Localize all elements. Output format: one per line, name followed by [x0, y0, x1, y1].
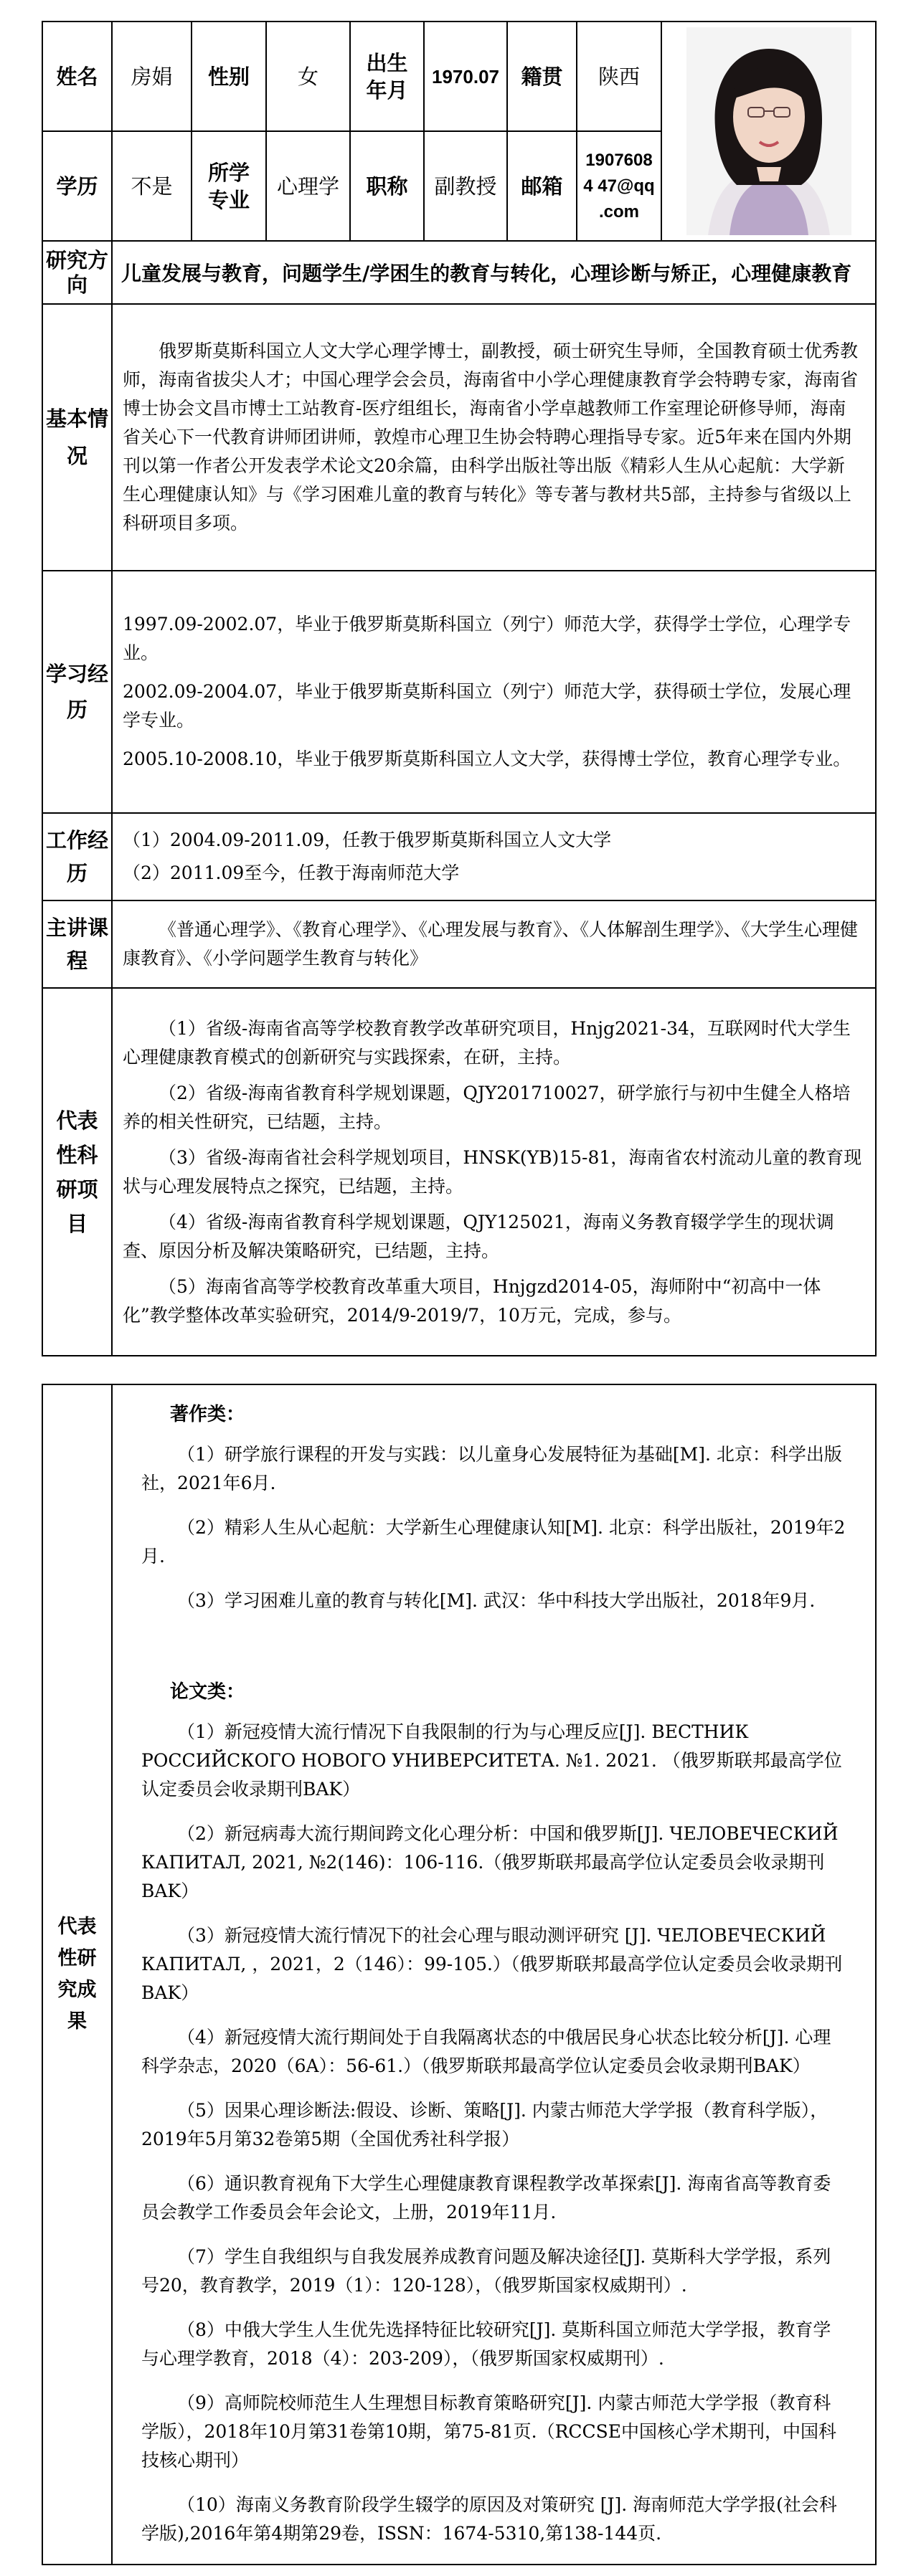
- achievements-content: [112, 1384, 876, 2565]
- paper-item: （4）新冠疫情大流行期间处于自我隔离状态的中俄居民身心状态比较分析[J]. 心理科学杂志，2020（6A）：56-61.）（俄罗斯联邦最高学位认定委员会收录期刊BAK）: [141, 2027, 831, 2076]
- major-value: 心理学: [266, 131, 350, 241]
- book-item: （2）精彩人生从心起航：大学新生心理健康认知[M]. 北京：科学出版社，2019年2月.: [141, 1517, 846, 1567]
- work-item: （2）2011.09至今，任教于海南师范大学: [123, 862, 460, 883]
- study-item: 2002.09-2004.07，毕业于俄罗斯莫斯科国立（列宁）师范大学，获得硕士学位，发展心理学专业。: [123, 681, 851, 731]
- book-item: （3）学习困难儿童的教育与转化[M]. 武汉：华中科技大学出版社，2018年9月.: [177, 1590, 816, 1611]
- research-label: 研究方向: [42, 241, 112, 304]
- gender-label: 性别: [192, 22, 266, 131]
- photo-cell: [661, 22, 876, 241]
- basic-paragraph: 俄罗斯莫斯科国立人文大学心理学博士，副教授，硕士研究生导师，全国教育硕士优秀教师，海南省拔尖人才；中国心理学会会员，海南省中小学心理健康教育学会特聘专家，海南省博士协会文昌市博士工站教育-医疗组组长，海南省小学卓越教师工作室理论研修导师，海南省关心下一代教育讲师团讲师，敦煌市心理卫生协会特聘心理指导专家。近5年来在国内外期刊以第一作者公开发表学术论文20余篇，由科学出版社等出版《精彩人生从心起航：大学新生心理健康认知》与《学习困难儿童的教育与转化》等专著与教材共5部，主持参与省级以上科研项目多项。: [123, 341, 859, 533]
- project-item: （1）省级-海南省高等学校教育教学改革研究项目，Hnjg2021-34，互联网时代大学生心理健康教育模式的创新研究与实践探索，在研，主持。: [123, 1017, 851, 1068]
- education-value: 不是: [112, 131, 192, 241]
- work-text: [112, 813, 876, 900]
- profile-table: [42, 21, 877, 1356]
- study-item: 2005.10-2008.10，毕业于俄罗斯莫斯科国立人文大学，获得博士学位，教育心理学专业。: [123, 748, 851, 769]
- paper-item: （10）海南义务教育阶段学生辍学的原因及对策研究 [J]. 海南师范大学学报(社会科学版),2016年第4期第29卷，ISSN：1674-5310,第138-144页.: [141, 2494, 837, 2544]
- paper-item: （8）中俄大学生人生优先选择特征比较研究[J]. 莫斯科国立师范大学学报，教育学与心理学教育，2018（4）：203-209），（俄罗斯国家权威期刊）.: [141, 2319, 831, 2369]
- birth-label: 出生 年月: [350, 22, 424, 131]
- section-gap: [141, 1631, 846, 1677]
- paper-item: （5）因果心理诊断法:假设、诊断、策略[J]. 内蒙古师范大学学报（教育科学版），2019年5月第32卷第5期（全国优秀社科学报）: [141, 2100, 828, 2149]
- title-label: 职称: [350, 131, 424, 241]
- native-value: 陕西: [577, 22, 661, 131]
- name-label: 姓名: [42, 22, 112, 131]
- email-label: 邮箱: [507, 131, 577, 241]
- email-value[interactable]: 19076084 47@qq .com: [577, 131, 661, 241]
- achievements-label: 代表性研究成果: [42, 1384, 112, 2565]
- native-label: 籍贯: [507, 22, 577, 131]
- achievements-table: [42, 1384, 877, 2565]
- study-label: 学习经历: [42, 571, 112, 813]
- courses-text: [112, 900, 876, 988]
- paper-item: （6）通识教育视角下大学生心理健康教育课程教学改革探索[J]. 海南省高等教育委员会教学工作委员会年会论文，上册，2019年11月.: [141, 2173, 831, 2223]
- basic-text: [112, 304, 876, 571]
- study-item: 1997.09-2002.07，毕业于俄罗斯莫斯科国立（列宁）师范大学，获得学士学位，心理学专业。: [123, 614, 851, 663]
- courses-label: 主讲课程: [42, 900, 112, 988]
- major-label: 所学 专业: [192, 131, 266, 241]
- courses-paragraph: 《普通心理学》、《教育心理学》、《心理发展与教育》、《人体解剖生理学》、《大学生心理健康教育》、《小学问题学生教育与转化》: [123, 919, 859, 969]
- projects-label: 代表性科研项目: [42, 988, 112, 1356]
- project-item: （5）海南省高等学校教育改革重大项目，Hnjgzd2014-05，海师附中“初高中一体化”教学整体改革实验研究，2014/9-2019/7，10万元，完成，参与。: [123, 1275, 821, 1326]
- birth-value: 1970.07: [424, 22, 507, 131]
- research-text: 儿童发展与教育，问题学生/学困生的教育与转化，心理诊断与矫正，心理健康教育: [112, 241, 876, 304]
- work-item: （1）2004.09-2011.09，任教于俄罗斯莫斯科国立人文大学: [123, 830, 612, 850]
- paper-item: （2）新冠病毒大流行期间跨文化心理分析：中国和俄罗斯[J]. ЧЕЛОВЕЧЕСКИЙ КАПИТАЛ, 2021, №2(146)：106-116.（俄罗斯联邦最高学位认定委员会收录期刊BAK）: [141, 1823, 839, 1901]
- projects-text: [112, 988, 876, 1356]
- paper-item: （1）新冠疫情大流行情况下自我限制的行为与心理反应[J]. ВЕСТНИК РОССИЙСКОГО НОВОГО УНИВЕРСИТЕТА. №1. 2021. （俄罗斯联邦最高学位认定委员会收录期刊BAK）: [141, 1721, 842, 1800]
- papers-title: 论文类：: [170, 1681, 245, 1703]
- name-value: 房娟: [112, 22, 192, 131]
- gender-value: 女: [266, 22, 350, 131]
- portrait-photo: [662, 24, 875, 239]
- work-label: 工作经历: [42, 813, 112, 900]
- book-item: （1）研学旅行课程的开发与实践：以儿童身心发展特征为基础[M]. 北京：科学出版社，2021年6月.: [141, 1444, 842, 1493]
- paper-item: （3）新冠疫情大流行情况下的社会心理与眼动测评研究 [J]. ЧЕЛОВЕЧЕСКИЙ КАПИТАЛ, ，2021，2（146）：99-105.）（俄罗斯联邦最高学位认定委员会收录期刊BAK）: [141, 1925, 843, 2003]
- project-item: （3）省级-海南省社会科学规划项目，HNSK(YB)15-81，海南省农村流动儿童的教育现状与心理发展特点之探究，已结题，主持。: [123, 1146, 862, 1197]
- basic-label: 基本情况: [42, 304, 112, 571]
- study-text: [112, 571, 876, 813]
- project-item: （4）省级-海南省教育科学规划课题，QJY125021，海南义务教育辍学学生的现状调查、原因分析及解决策略研究，已结题，主持。: [123, 1211, 834, 1261]
- books-title: 著作类：: [170, 1404, 245, 1425]
- project-item: （2）省级-海南省教育科学规划课题，QJY201710027，研学旅行与初中生健全人格培养的相关性研究，已结题，主持。: [123, 1082, 851, 1132]
- paper-item: （9）高师院校师范生人生理想目标教育策略研究[J]. 内蒙古师范大学学报（教育科学版），2018年10月第31卷第10期，第75-81页.（RCCSE中国核心学术期刊，中国科技核心期刊）: [141, 2392, 837, 2471]
- title-value: 副教授: [424, 131, 507, 241]
- portrait-image: [686, 27, 851, 235]
- education-label: 学历: [42, 131, 112, 241]
- paper-item: （7）学生自我组织与自我发展养成教育问题及解决途径[J]. 莫斯科大学学报，系列号20，教育教学，2019（1）：120-128），（俄罗斯国家权威期刊）.: [141, 2246, 831, 2296]
